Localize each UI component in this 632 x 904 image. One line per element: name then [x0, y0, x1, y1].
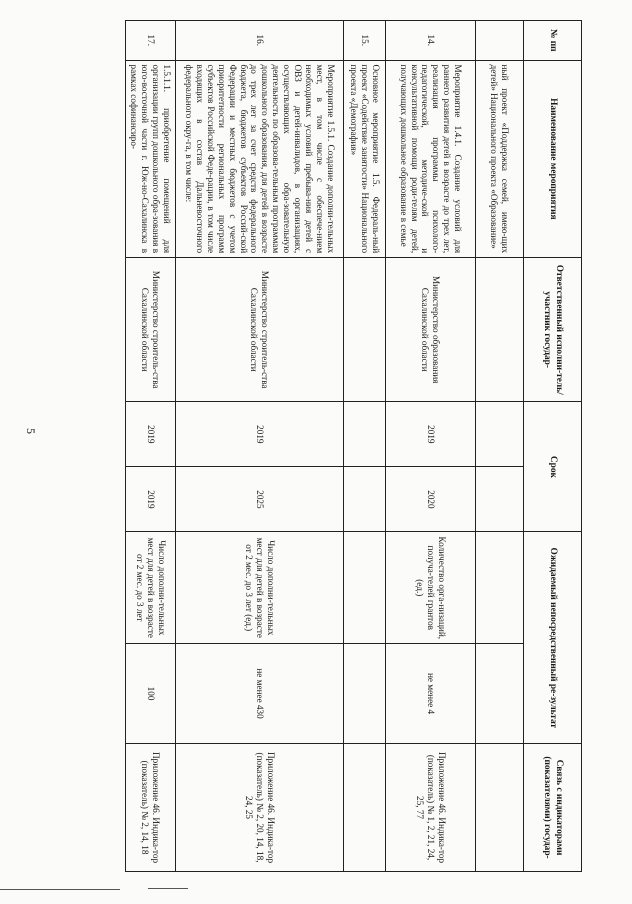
row-start: 2019 [386, 402, 476, 467]
row-indicator: Число дополни-тельных мест для детей в возрасте от 2 мес. до 3 лет [125, 532, 175, 644]
header-executor: Ответственный исполни-тель/участник государ- [524, 258, 582, 402]
scan-edge-mark [148, 888, 188, 889]
row-value [476, 644, 524, 744]
row-name: Мероприятие 1.5.1. Создание дополни-тельных мест, в том числе с обеспече-нием необходимых условий пребыва-ния детей с ОВЗ и детей-инвалидов, в организациях, осуществляющих обра-зовательную деятельность по образова-тельным программам дошкольного образования, для детей в возрасте до трех лет за счет средств федерального бюджета, бюджетов субъектов Россий-ской Федерации и местных бюджетов с учетом приоритетности региональных программ субъектов Российской Феде-рации, в том числе входящих в состав Дальневосточного федерального окру-га, в том числе: [176, 60, 344, 258]
header-term: Срок [524, 402, 582, 532]
measures-table [125, 20, 582, 872]
row-value: не менее 4 [386, 644, 476, 744]
row-num: 17. [125, 21, 175, 61]
row-name: 1.5.1.1. приобретение помещений для организации групп дошкольного обра-зования в юго-восточной части г. Юж-но-Сахалинска в рамках софинансиро- [125, 60, 175, 258]
row-link [344, 744, 386, 872]
header-link: Связь с индикаторами (показателями) государ- [524, 744, 582, 872]
row-value [344, 644, 386, 744]
table-header-row [524, 21, 582, 872]
row-num [476, 21, 524, 61]
row-executor: Министерство образования Сахалинской области [386, 258, 476, 402]
table-row [125, 21, 175, 872]
page-number: 5 [24, 428, 38, 434]
row-end: 2019 [125, 467, 175, 532]
row-num: 14. [386, 21, 476, 61]
row-indicator: Количество орга-низаций, получа-телей грантов (ед.) [386, 532, 476, 644]
table-row [386, 21, 476, 872]
row-executor [476, 258, 524, 402]
row-start [344, 402, 386, 467]
row-link: Приложение 46. Индика-тор (показатель) № 2, 20, 14, 18, 24, 25 [176, 744, 344, 872]
row-end: 2025 [176, 467, 344, 532]
row-indicator: Число дополни-тельных мест для детей в возрасте от 2 мес. до 3 лет (ед.) [176, 532, 344, 644]
row-start: 2019 [176, 402, 344, 467]
row-num: 16. [176, 21, 344, 61]
table-row [476, 21, 524, 872]
row-name: Мероприятие 1.4.1. Создание условий для раннего развития детей в возрасте до трех лет, реализация программы психолого-педагогической, методиче-ской и консультативной помощи роди-телям детей, получающих дошкольное образование в семье [386, 60, 476, 258]
row-end: 2020 [386, 467, 476, 532]
header-name: Наименование мероприятия [524, 60, 582, 258]
table-row [344, 21, 386, 872]
row-indicator [476, 532, 524, 644]
row-link [476, 744, 524, 872]
row-executor: Министерство строитель-ства Сахалинской области [125, 258, 175, 402]
table-row [176, 21, 344, 872]
row-executor [344, 258, 386, 402]
row-start: 2019 [125, 402, 175, 467]
row-num: 15. [344, 21, 386, 61]
row-indicator [344, 532, 386, 644]
row-name: ный проект «Поддержка семей, имею-щих детей» Национального проекта «Образование» [476, 60, 524, 258]
row-end [344, 467, 386, 532]
row-link: Приложение 46. Индика-тор (показатель) № 2, 14, 18 [125, 744, 175, 872]
row-start [476, 402, 524, 467]
header-num: № пп [524, 21, 582, 61]
header-result: Ожидаемый непосредственный ре-зультат [524, 532, 582, 744]
row-end [476, 467, 524, 532]
row-value: 100 [125, 644, 175, 744]
row-link: Приложение 46. Индика-тор (показатель) № 1, 2, 21, 24, 25, 77 [386, 744, 476, 872]
row-name: Основное мероприятие 1.5. Федераль-ный проект «Содействие занятости» Национального проекта «Демография» [344, 60, 386, 258]
scan-edge-mark [0, 889, 120, 890]
row-value: не менее 430 [176, 644, 344, 744]
rotated-table-frame [130, 20, 582, 872]
row-executor: Министерство строитель-ства Сахалинской области [176, 258, 344, 402]
